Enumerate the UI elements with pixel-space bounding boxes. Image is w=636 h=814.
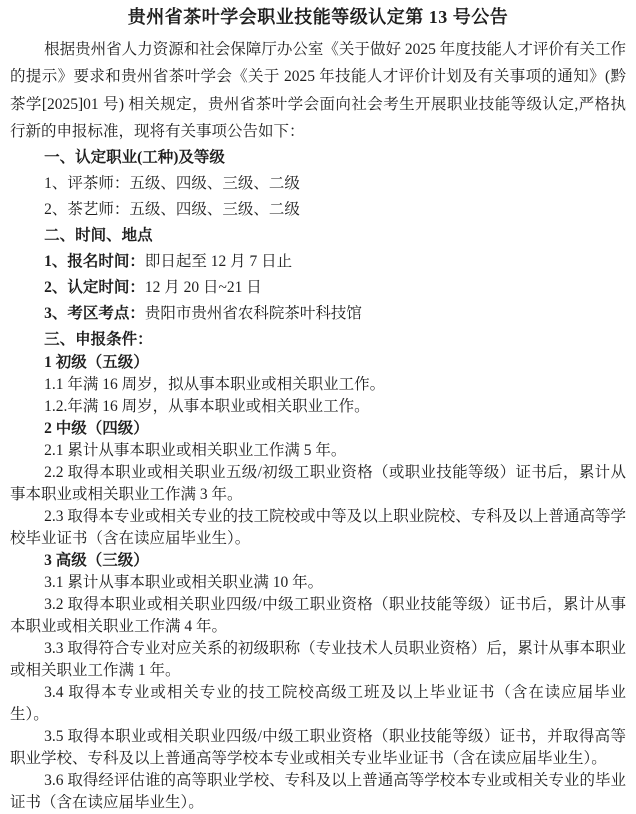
section-2-item <box>10 275 626 301</box>
section-3-heading: 三、申报条件： <box>44 330 153 348</box>
condition-item: 3.3 取得符合专业对应关系的初级职称（专业技术人员职业资格）后，累计从事本职业或相关职业工作满 1 年。 <box>10 640 626 680</box>
condition-item: 1.1 年满 16 周岁，拟从事本职业或相关职业工作。 <box>44 376 386 394</box>
condition-item: 2.2 取得本职业或相关职业五级/初级工职业资格（或职业技能等级）证书后，累计从事本职业或相关职业工作满 3 年。 <box>10 464 626 504</box>
section-1-item: 2、茶艺师：五级、四级、三级、二级 <box>44 201 300 218</box>
condition-item: 3.6 取得经评估谁的高等职业学校、专科及以上普通高等学校本专业或相关专业的毕业证书（含在读应届毕业生）。 <box>10 772 626 812</box>
level-heading-intermediate: 2 中级（四级） <box>44 420 149 438</box>
condition-item: 3.4 取得本专业或相关专业的技工院校高级工班及以上毕业证书（含在读应届毕业生）。 <box>10 684 626 724</box>
section-2-item <box>10 301 626 327</box>
condition-item: 3.1 累计从事本职业或相关职业满 10 年。 <box>44 574 324 592</box>
level-heading-senior: 3 高级（三级） <box>44 552 149 570</box>
item-label: 2、认定时间： <box>44 278 145 296</box>
section-1-item: 1、评茶师：五级、四级、三级、二级 <box>44 175 300 193</box>
condition-item: 2.1 累计从事本职业或相关职业工作满 5 年。 <box>44 442 347 460</box>
condition-item: 3.5 取得本职业或相关职业四级/中级工职业资格（职业技能等级）证书，并取得高等职业学校、专科及以上普通高等学校本专业或相关专业毕业证书（含在读应届毕业生）。 <box>10 728 626 768</box>
page-title: 贵州省茶叶学会职业技能等级认定第 13 号公告 <box>127 7 509 27</box>
section-2-heading: 二、时间、地点 <box>44 226 153 244</box>
item-value: 即日起至 12 月 7 日止 <box>144 252 293 270</box>
item-label: 1、报名时间： <box>44 252 145 270</box>
intro-paragraph: 根据贵州省人力资源和社会保障厅办公室《关于做好 2025 年度技能人才评价有关工作的提示》要求和贵州省茶叶学会《关于 2025 年技能人才评价计划及有关事项的通知》(黔茶学[2025]01 号) 相关规定，贵州省茶叶学会面向社会考生开展职业技能等级认定,严格执行新的申报标准，现将有关事项公告如下： <box>10 41 626 140</box>
item-value: 12 月 20 日~21 日 <box>144 278 262 296</box>
condition-item: 2.3 取得本专业或相关专业的技工院校或中等及以上职业院校、专科及以上普通高等学校毕业证书（含在读应届毕业生）。 <box>10 508 626 548</box>
section-2-item <box>10 249 626 275</box>
sections-1-2-block <box>10 145 626 352</box>
section-1-heading: 一、认定职业(工种)及等级 <box>44 149 225 167</box>
item-label: 3、考区考点： <box>44 304 145 322</box>
level-heading-junior: 1 初级（五级） <box>44 354 149 372</box>
condition-item: 1.2.年满 16 周岁，从事本职业或相关职业工作。 <box>44 398 370 416</box>
intro-block <box>10 36 626 145</box>
item-value: 贵阳市贵州省农科院茶叶科技馆 <box>144 304 362 322</box>
section-3-block <box>10 352 626 814</box>
condition-item: 3.2 取得本职业或相关职业四级/中级工职业资格（职业技能等级）证书后，累计从事本职业或相关职业工作满 4 年。 <box>10 596 626 636</box>
